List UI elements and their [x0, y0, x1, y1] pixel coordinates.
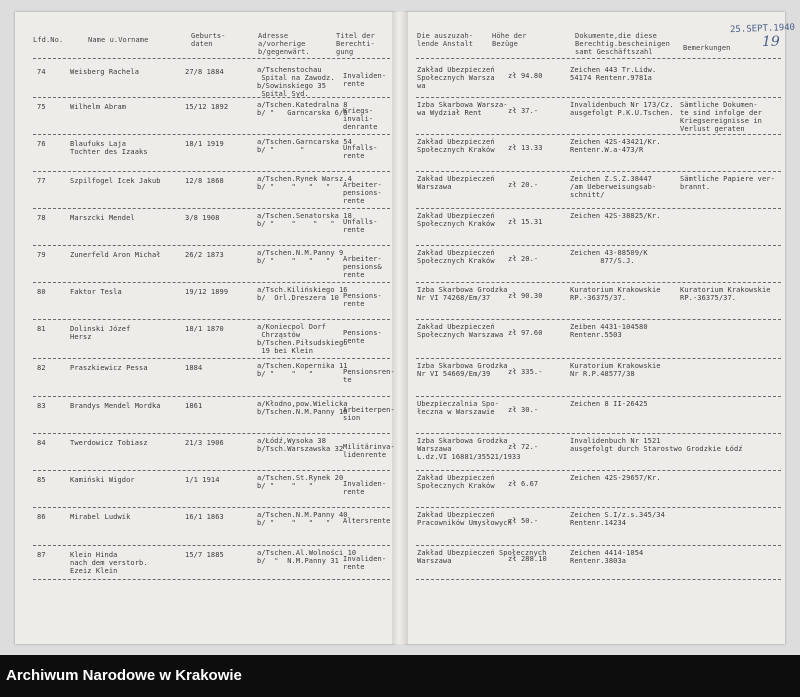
cell-name: Szpilfogel Icek Jakub	[70, 177, 161, 185]
cell-titel: Militärinva- lidenrente	[343, 443, 395, 459]
cell-betrag: zł 288.10	[508, 555, 547, 563]
cell-dok: Zeichen 42S-38825/Kr.	[570, 212, 661, 220]
header-dokumente: Dokumente,die diese Berechtig.bescheinigen samt Geschäftszahl	[575, 32, 670, 56]
cell-titel: Invaliden- rente	[343, 480, 387, 496]
header-anstalt: Die auszuzah- lende Anstalt	[417, 32, 474, 48]
cell-adr: a/Tschen.Katedralna 8 b/ " Garncarska 6/8	[257, 101, 348, 117]
cell-nr: 82	[37, 364, 46, 372]
cell-dok: Invalidenbuch Nr 1521 ausgefolgt durch Starostwo Grodzkie Łódź	[570, 437, 743, 453]
cell-adr: a/Tschen.Garncarska 54 b/ " "	[257, 138, 352, 154]
row-divider-left	[33, 433, 390, 434]
cell-anstalt: Izba Skarbowa Grodzka Warszawa L.dz.VI 16881/35521/1933	[417, 437, 521, 461]
cell-betrag: zł 13.33	[508, 144, 543, 152]
cell-dok: Kuratorium Krakowskie RP.-36375/37.	[570, 286, 661, 302]
cell-anstalt: Zakład Ubezpieczeń Warszawa	[417, 175, 495, 191]
cell-adr: a/Tschen.St.Rynek 20 b/ " " "	[257, 474, 344, 490]
cell-betrag: zł 15.31	[508, 218, 543, 226]
cell-anstalt: Zakład Ubezpieczeń Społecznych Kraków	[417, 249, 495, 265]
cell-dok: Zeichen Z.S.Z.38447 /am Ueberweisungsab- schnitt/	[570, 175, 657, 199]
cell-geb: 15/7 1885	[185, 551, 224, 559]
cell-nr: 74	[37, 68, 46, 76]
row-divider-left	[33, 97, 390, 98]
cell-adr: a/Tsch.Kilińskiego 16 b/ Orl.Dreszera 10	[257, 286, 348, 302]
row-divider-right	[416, 579, 781, 580]
cell-geb: 3/8 1908	[185, 214, 220, 222]
archive-name: Archiwum Narodowe w Krakowie	[6, 667, 242, 684]
cell-geb: 18/1 1919	[185, 140, 224, 148]
row-divider-left	[33, 396, 390, 397]
row-divider-right	[416, 358, 781, 359]
cell-name: Klein Hinda nach dem verstorb. Ezeiz Klein	[70, 551, 148, 575]
header-titel: Titel der Berechti- gung	[336, 32, 375, 56]
row-divider-right	[416, 97, 781, 98]
row-divider-left	[33, 134, 390, 135]
cell-nr: 84	[37, 439, 46, 447]
cell-betrag: zł 90.30	[508, 292, 543, 300]
cell-name: Faktor Tesla	[70, 288, 122, 296]
cell-name: Mirabel Ludwik	[70, 513, 131, 521]
cell-adr: a/Tschen.N.M.Panny 40 b/ " " " "	[257, 511, 348, 527]
cell-geb: 18/1 1870	[185, 325, 224, 333]
cell-adr: a/Koniecpol Dorf Chrząstów b/Tschen.Piłsudskiego 19 bei Klein	[257, 323, 348, 355]
cell-geb: 16/1 1863	[185, 513, 224, 521]
cell-adr: a/Tschen.Kopernika 11 b/ " " "	[257, 362, 348, 378]
cell-nr: 76	[37, 140, 46, 148]
cell-adr: a/Tschen.Rynek Warsz.4 b/ " " " "	[257, 175, 352, 191]
cell-betrag: zł 20.-	[508, 181, 539, 189]
cell-titel: Arbeiter- pensions& rente	[343, 255, 382, 279]
cell-name: Dolinski Józef Hersz	[70, 325, 131, 341]
row-divider-right	[416, 319, 781, 320]
cell-anstalt: Ubezpieczalnia Spo- łeczna w Warszawie	[417, 400, 499, 416]
cell-titel: Arbeiterpen- sion	[343, 406, 395, 422]
cell-titel: Invaliden- rente	[343, 72, 387, 88]
cell-anstalt: Zakład Ubezpieczeń Społecznych Warsza wa	[417, 66, 495, 90]
cell-titel: Pensions- rente	[343, 292, 382, 308]
cell-nr: 75	[37, 103, 46, 111]
cell-anstalt: Zakład Ubezpieczeń Społecznych Kraków	[417, 474, 495, 490]
header-adresse: Adresse a/vorherige b/gegenwärt.	[258, 32, 310, 56]
cell-nr: 86	[37, 513, 46, 521]
cell-titel: Unfalls- rente	[343, 144, 378, 160]
cell-anstalt: Izba Skarbowa Warsza- wa Wydział Rent	[417, 101, 508, 117]
cell-anstalt: Zakład Ubezpieczeń Społecznych Warszawa	[417, 549, 547, 565]
cell-anstalt: Zakład Ubezpieczeń Pracowników Umysłowych	[417, 511, 512, 527]
row-divider-left	[33, 208, 390, 209]
cell-geb: 27/8 1884	[185, 68, 224, 76]
cell-geb: 21/3 1906	[185, 439, 224, 447]
cell-titel: Kriegs- invali- denrante	[343, 107, 378, 131]
cell-adr: a/Łódź,Wysoka 38 b/Tsch.Warszawska 32	[257, 437, 344, 453]
cell-dok: Kuratorium Krakowskie Nr R.P.48577/38	[570, 362, 661, 378]
cell-geb: 15/12 1892	[185, 103, 229, 111]
cell-bem: Sämtliche Dokumen- te sind infolge der Kriegsereignisse in Verlust geraten	[680, 101, 762, 133]
cell-anstalt: Zakład Ubezpieczeń Społecznych Warszawa	[417, 323, 504, 339]
cell-name: Marszcki Mendel	[70, 214, 135, 222]
cell-betrag: zł 20.-	[508, 255, 539, 263]
cell-name: Weisberg Rachela	[70, 68, 140, 76]
cell-geb: 1884	[185, 364, 203, 372]
row-divider-right	[416, 470, 781, 471]
cell-name: Praszkiewicz Pessa	[70, 364, 148, 372]
cell-geb: 12/8 1868	[185, 177, 224, 185]
row-divider-left	[33, 171, 390, 172]
cell-bem: Sämtliche Papiere ver- brannt.	[680, 175, 775, 191]
cell-dok: Zeichen 4414-1054 Rentenr.3803a	[570, 549, 644, 565]
header-bemerkungen: Bemerkungen	[683, 44, 731, 52]
header-rule-left	[33, 58, 390, 59]
cell-name: Wilhelm Abram	[70, 103, 127, 111]
cell-name: Blaufuks Laja Tochter des Izaaks	[70, 140, 148, 156]
cell-nr: 80	[37, 288, 46, 296]
cell-titel: Unfalls- rente	[343, 218, 378, 234]
cell-anstalt: Zakład Ubezpieczeń Społecznych Kraków	[417, 212, 495, 228]
cell-geb: 19/12 1899	[185, 288, 229, 296]
cell-name: Kamiński Wigdor	[70, 476, 135, 484]
date-stamp: 25.SEPT.1940	[729, 22, 796, 36]
cell-titel: Altersrente	[343, 517, 391, 525]
row-divider-left	[33, 282, 390, 283]
row-divider-left	[33, 579, 390, 580]
cell-betrag: zł 6.67	[508, 480, 539, 488]
cell-adr: a/Tschen.Senatorska 18 b/ " " " "	[257, 212, 352, 228]
cell-geb: 26/2 1873	[185, 251, 224, 259]
cell-name: Zunerfeld Aron Michał	[70, 251, 161, 259]
row-divider-right	[416, 208, 781, 209]
row-divider-left	[33, 358, 390, 359]
cell-anstalt: Izba Skarbowa Grodzka Nr VI 54669/Em/39	[417, 362, 508, 378]
cell-dok: Zeichen 43-88509/K 877/S.J.	[570, 249, 648, 265]
row-divider-left	[33, 507, 390, 508]
cell-nr: 77	[37, 177, 46, 185]
header-geburtsdaten: Geburts- daten	[191, 32, 226, 48]
row-divider-right	[416, 396, 781, 397]
cell-nr: 83	[37, 402, 46, 410]
footer-bar	[0, 655, 800, 697]
cell-adr: a/Tschen.N.M.Panny 9 b/ " " " "	[257, 249, 344, 265]
cell-titel: Pensions- rente	[343, 329, 382, 345]
cell-bem: Kuratorium Krakowskie RP.-36375/37.	[680, 286, 771, 302]
header-name: Name u.Vorname	[88, 36, 149, 44]
cell-betrag: zł 72.-	[508, 443, 539, 451]
row-divider-right	[416, 282, 781, 283]
cell-dok: Zeichen 443 Tr.Lidw. 54174 Rentenr.9781a	[570, 66, 657, 82]
cell-betrag: zł 94.80	[508, 72, 543, 80]
cell-betrag: zł 335.-	[508, 368, 543, 376]
page-fold	[392, 12, 408, 644]
cell-adr: a/Kłodno,pow.Wielicka b/Tschen.N.M.Panny 18	[257, 400, 348, 416]
cell-titel: Invaliden- rente	[343, 555, 387, 571]
cell-nr: 81	[37, 325, 46, 333]
cell-name: Twerdowicz Tobiasz	[70, 439, 148, 447]
row-divider-right	[416, 171, 781, 172]
cell-dok: Zeiben 4431-104580 Rentenr.5503	[570, 323, 648, 339]
cell-betrag: zł 97.60	[508, 329, 543, 337]
cell-name: Brandys Mendel Mordka	[70, 402, 161, 410]
cell-dok: Zeichen S.I/z.s.345/34 Rentenr.14234	[570, 511, 665, 527]
cell-titel: Arbeiter- pensions- rente	[343, 181, 382, 205]
cell-adr: a/Tschenstochau Spital na Zawodz. b/Sowinskiego 35 Spital Syd.	[257, 66, 335, 98]
row-divider-right	[416, 245, 781, 246]
cell-nr: 79	[37, 251, 46, 259]
cell-adr: a/Tschen.Al.Wolności 10 b/ " N.M.Panny 31	[257, 549, 357, 565]
row-divider-left	[33, 545, 390, 546]
cell-dok: Zeichen 42S-29657/Kr.	[570, 474, 661, 482]
cell-anstalt: Zakład Ubezpieczeń Społecznych Kraków	[417, 138, 495, 154]
row-divider-right	[416, 545, 781, 546]
cell-nr: 78	[37, 214, 46, 222]
row-divider-left	[33, 245, 390, 246]
cell-dok: Invalidenbuch Nr 173/Cz. ausgefolgt P.K.U.Tschen.	[570, 101, 674, 117]
cell-anstalt: Izba Skarbowa Grodzka Nr VI 74268/Em/37	[417, 286, 508, 302]
cell-geb: 1861	[185, 402, 203, 410]
cell-titel: Pensionsren- te	[343, 368, 395, 384]
row-divider-right	[416, 433, 781, 434]
cell-betrag: zł 30.-	[508, 406, 539, 414]
row-divider-right	[416, 134, 781, 135]
row-divider-right	[416, 507, 781, 508]
row-divider-left	[33, 319, 390, 320]
cell-geb: 1/1 1914	[185, 476, 220, 484]
cell-nr: 87	[37, 551, 46, 559]
cell-betrag: zł 50.-	[508, 517, 539, 525]
cell-nr: 85	[37, 476, 46, 484]
header-bezuege: Höhe der Bezüge	[492, 32, 527, 48]
cell-dok: Zeichen 8 II-26425	[570, 400, 648, 408]
cell-dok: Zeichen 42S-43421/Kr. Rentenr.W.a-473/R	[570, 138, 661, 154]
header-rule-right	[416, 58, 781, 59]
cell-betrag: zł 37.-	[508, 107, 539, 115]
page-number: 19	[762, 34, 780, 50]
row-divider-left	[33, 470, 390, 471]
header-lfd: Lfd.No.	[33, 36, 64, 44]
